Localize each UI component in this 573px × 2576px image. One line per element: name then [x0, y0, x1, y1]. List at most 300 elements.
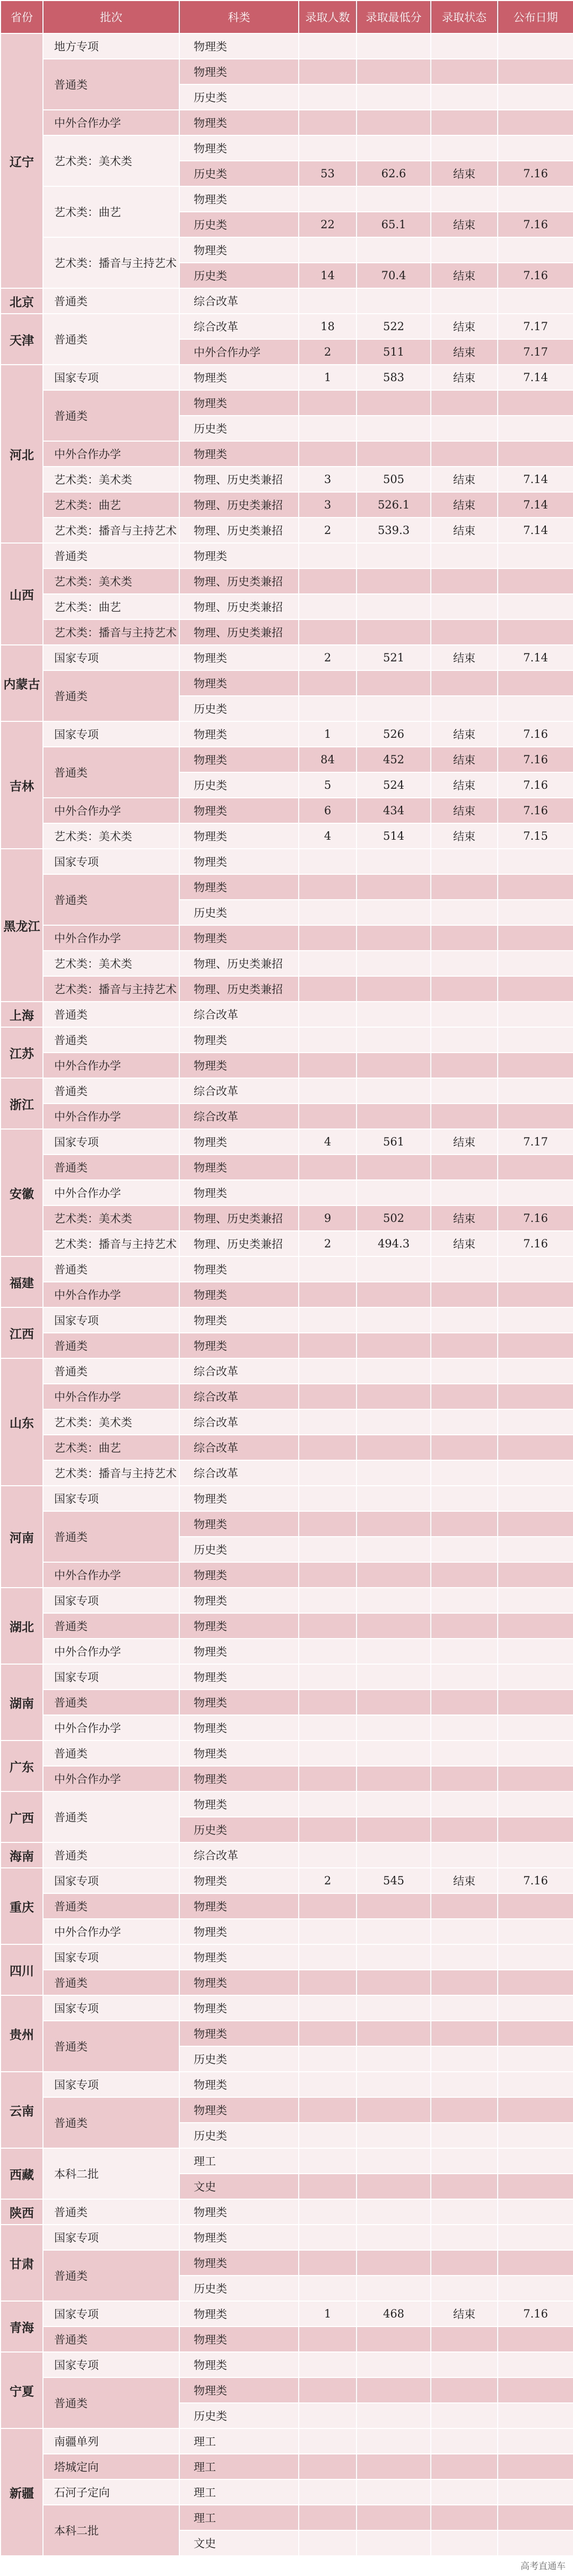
admitted-count-cell: [299, 976, 357, 1002]
category-cell: 历史类: [179, 2046, 299, 2072]
admitted-count-cell: [299, 1256, 357, 1282]
category-cell: 物理类: [179, 1129, 299, 1155]
min-score-cell: [357, 2479, 431, 2505]
province-cell: 海南: [1, 1842, 43, 1868]
category-cell: 历史类: [179, 900, 299, 925]
batch-cell: 艺术类：美术类: [43, 1205, 179, 1231]
min-score-cell: [357, 594, 431, 619]
status-cell: [431, 2174, 498, 2199]
min-score-cell: [357, 2199, 431, 2225]
admitted-count-cell: [299, 1460, 357, 1486]
min-score-cell: [357, 416, 431, 441]
province-cell: 广东: [1, 1741, 43, 1791]
batch-cell: 艺术类：曲艺: [43, 186, 179, 237]
batch-cell: 普通类: [43, 1893, 179, 1919]
min-score-cell: [357, 2377, 431, 2403]
table-row: [1, 1919, 573, 1944]
min-score-cell: [357, 1307, 431, 1333]
status-cell: 结束: [431, 263, 498, 288]
status-cell: [431, 1256, 498, 1282]
province-cell: 黑龙江: [1, 849, 43, 1002]
status-cell: [431, 1333, 498, 1358]
batch-cell: 艺术类：曲艺: [43, 492, 179, 518]
admitted-count-cell: 4: [299, 1129, 357, 1155]
publish-date-cell: [498, 2352, 573, 2377]
publish-date-cell: 7.16: [498, 721, 573, 747]
publish-date-cell: [498, 1562, 573, 1588]
min-score-cell: [357, 849, 431, 874]
category-cell: 物理类: [179, 823, 299, 849]
category-cell: 物理类: [179, 1639, 299, 1664]
category-cell: 历史类: [179, 416, 299, 441]
publish-date-cell: [498, 1791, 573, 1817]
batch-cell: 普通类: [43, 390, 179, 441]
admitted-count-cell: 1: [299, 2301, 357, 2327]
category-cell: 历史类: [179, 84, 299, 110]
min-score-cell: 65.1: [357, 212, 431, 237]
admitted-count-cell: [299, 110, 357, 135]
batch-cell: 艺术类：播音与主持艺术: [43, 1460, 179, 1486]
min-score-cell: [357, 1893, 431, 1919]
category-cell: 物理类: [179, 2352, 299, 2377]
batch-cell: 艺术类：播音与主持艺术: [43, 518, 179, 543]
category-cell: 综合改革: [179, 1002, 299, 1027]
min-score-cell: [357, 1842, 431, 1868]
batch-cell: 普通类: [43, 1741, 179, 1766]
table-row: [1, 2250, 573, 2276]
category-cell: 理工: [179, 2479, 299, 2505]
min-score-cell: [357, 1995, 431, 2021]
batch-cell: 普通类: [43, 59, 179, 110]
admitted-count-cell: [299, 1358, 357, 1384]
publish-date-cell: [498, 2046, 573, 2072]
category-cell: 物理类: [179, 1053, 299, 1078]
status-cell: 结束: [431, 645, 498, 670]
batch-cell: 中外合作办学: [43, 1384, 179, 1409]
publish-date-cell: [498, 1639, 573, 1664]
category-cell: 历史类: [179, 263, 299, 288]
admitted-count-cell: [299, 2225, 357, 2250]
min-score-cell: [357, 2072, 431, 2097]
publish-date-cell: [498, 1333, 573, 1358]
publish-date-cell: 7.16: [498, 747, 573, 772]
publish-date-cell: [498, 670, 573, 696]
status-cell: [431, 1537, 498, 1562]
admitted-count-cell: [299, 2072, 357, 2097]
admitted-count-cell: 1: [299, 721, 357, 747]
table-row: [1, 1639, 573, 1664]
publish-date-cell: [498, 900, 573, 925]
admitted-count-cell: [299, 33, 357, 59]
admitted-count-cell: 2: [299, 1231, 357, 1256]
table-row: [1, 1893, 573, 1919]
category-cell: 历史类: [179, 2123, 299, 2148]
publish-date-cell: [498, 2428, 573, 2454]
publish-date-cell: [498, 1180, 573, 1205]
min-score-cell: [357, 1766, 431, 1791]
status-cell: [431, 1613, 498, 1639]
min-score-cell: [357, 2530, 431, 2556]
category-cell: 物理类: [179, 1333, 299, 1358]
admitted-count-cell: 9: [299, 1205, 357, 1231]
admitted-count-cell: [299, 2479, 357, 2505]
publish-date-cell: [498, 619, 573, 645]
min-score-cell: [357, 1690, 431, 1715]
publish-date-cell: [498, 33, 573, 59]
publish-date-cell: [498, 976, 573, 1002]
table-row: [1, 1002, 573, 1027]
publish-date-cell: 7.16: [498, 212, 573, 237]
category-cell: 物理类: [179, 1027, 299, 1053]
table-row: [1, 2097, 573, 2123]
admitted-count-cell: [299, 543, 357, 568]
table-row: [1, 59, 573, 84]
min-score-cell: 434: [357, 798, 431, 823]
batch-cell: 普通类: [43, 2250, 179, 2301]
province-cell: 河北: [1, 365, 43, 543]
category-cell: 物理类: [179, 186, 299, 212]
admitted-count-cell: [299, 2327, 357, 2352]
category-cell: 物理、历史类兼招: [179, 467, 299, 492]
table-row: [1, 925, 573, 951]
admitted-count-cell: [299, 1741, 357, 1766]
table-row: [1, 2327, 573, 2352]
table-row: [1, 1282, 573, 1307]
category-cell: 物理类: [179, 747, 299, 772]
batch-cell: 中外合作办学: [43, 110, 179, 135]
min-score-cell: [357, 2403, 431, 2428]
min-score-cell: 468: [357, 2301, 431, 2327]
status-cell: [431, 1180, 498, 1205]
admitted-count-cell: [299, 1155, 357, 1180]
publish-date-cell: 7.17: [498, 314, 573, 339]
status-cell: [431, 1919, 498, 1944]
publish-date-cell: [498, 1995, 573, 2021]
category-cell: 物理类: [179, 1868, 299, 1893]
category-cell: 物理类: [179, 33, 299, 59]
publish-date-cell: [498, 1002, 573, 1027]
category-cell: 历史类: [179, 2403, 299, 2428]
batch-cell: 中外合作办学: [43, 1180, 179, 1205]
batch-cell: 中外合作办学: [43, 798, 179, 823]
category-cell: 历史类: [179, 696, 299, 721]
publish-date-cell: [498, 2021, 573, 2046]
category-cell: 物理类: [179, 1307, 299, 1333]
status-cell: 结束: [431, 823, 498, 849]
admitted-count-cell: [299, 2352, 357, 2377]
province-cell: 上海: [1, 1002, 43, 1027]
category-cell: 历史类: [179, 212, 299, 237]
min-score-cell: [357, 925, 431, 951]
status-cell: [431, 2250, 498, 2276]
publish-date-cell: [498, 288, 573, 314]
category-cell: 物理、历史类兼招: [179, 619, 299, 645]
min-score-cell: [357, 2148, 431, 2174]
status-cell: [431, 288, 498, 314]
table-row: [1, 1409, 573, 1435]
admitted-count-cell: 4: [299, 823, 357, 849]
province-cell: 陕西: [1, 2199, 43, 2225]
min-score-cell: 561: [357, 1129, 431, 1155]
publish-date-cell: [498, 925, 573, 951]
admitted-count-cell: 1: [299, 365, 357, 390]
publish-date-cell: [498, 849, 573, 874]
table-row: [1, 721, 573, 747]
min-score-cell: [357, 390, 431, 416]
min-score-cell: [357, 2250, 431, 2276]
min-score-cell: [357, 2276, 431, 2301]
admitted-count-cell: [299, 1053, 357, 1078]
batch-cell: 普通类: [43, 1333, 179, 1358]
publish-date-cell: 7.16: [498, 2301, 573, 2327]
min-score-cell: [357, 1078, 431, 1104]
admitted-count-cell: [299, 1791, 357, 1817]
min-score-cell: 514: [357, 823, 431, 849]
batch-cell: 普通类: [43, 2097, 179, 2148]
category-cell: 物理类: [179, 721, 299, 747]
table-row: [1, 2377, 573, 2403]
category-cell: 物理类: [179, 1155, 299, 1180]
table-row: [1, 33, 573, 59]
table-row: [1, 1358, 573, 1384]
batch-cell: 艺术类：曲艺: [43, 594, 179, 619]
status-cell: [431, 2123, 498, 2148]
batch-cell: 中外合作办学: [43, 1639, 179, 1664]
publish-date-cell: [498, 1486, 573, 1511]
publish-date-cell: 7.16: [498, 1205, 573, 1231]
batch-cell: 普通类: [43, 747, 179, 798]
min-score-cell: [357, 110, 431, 135]
category-cell: 物理类: [179, 1995, 299, 2021]
table-row: [1, 467, 573, 492]
category-cell: 物理类: [179, 1715, 299, 1741]
table-row: [1, 543, 573, 568]
batch-cell: 普通类: [43, 314, 179, 365]
status-cell: [431, 1435, 498, 1460]
batch-cell: 国家专项: [43, 365, 179, 390]
publish-date-cell: [498, 1282, 573, 1307]
category-cell: 综合改革: [179, 1384, 299, 1409]
status-cell: [431, 2403, 498, 2428]
table-row: [1, 2225, 573, 2250]
status-cell: [431, 1741, 498, 1766]
category-cell: 综合改革: [179, 288, 299, 314]
min-score-cell: [357, 1664, 431, 1690]
min-score-cell: [357, 1155, 431, 1180]
status-cell: 结束: [431, 339, 498, 365]
publish-date-cell: [498, 1741, 573, 1766]
publish-date-cell: [498, 2505, 573, 2530]
publish-date-cell: [498, 1409, 573, 1435]
table-row: [1, 2505, 573, 2530]
publish-date-cell: 7.14: [498, 492, 573, 518]
category-cell: 物理类: [179, 1486, 299, 1511]
category-cell: 物理类: [179, 1766, 299, 1791]
admitted-count-cell: [299, 2428, 357, 2454]
min-score-cell: [357, 237, 431, 263]
min-score-cell: [357, 2046, 431, 2072]
admitted-count-cell: [299, 1562, 357, 1588]
category-cell: 物理、历史类兼招: [179, 976, 299, 1002]
category-cell: 历史类: [179, 2276, 299, 2301]
table-row: [1, 1741, 573, 1766]
batch-cell: 国家专项: [43, 1486, 179, 1511]
min-score-cell: [357, 1791, 431, 1817]
admitted-count-cell: [299, 1511, 357, 1537]
publish-date-cell: [498, 951, 573, 976]
min-score-cell: [357, 2021, 431, 2046]
admitted-count-cell: [299, 237, 357, 263]
table-row: [1, 1435, 573, 1460]
publish-date-cell: [498, 1307, 573, 1333]
batch-cell: 中外合作办学: [43, 1053, 179, 1078]
admitted-count-cell: 6: [299, 798, 357, 823]
admitted-count-cell: [299, 1078, 357, 1104]
batch-cell: 艺术类：播音与主持艺术: [43, 976, 179, 1002]
table-row: [1, 1791, 573, 1817]
min-score-cell: [357, 543, 431, 568]
category-cell: 物理类: [179, 2225, 299, 2250]
publish-date-cell: [498, 1384, 573, 1409]
category-cell: 物理、历史类兼招: [179, 1205, 299, 1231]
category-cell: 物理类: [179, 2021, 299, 2046]
province-cell: 四川: [1, 1944, 43, 1995]
table-row: [1, 1511, 573, 1537]
admitted-count-cell: [299, 1333, 357, 1358]
table-row: [1, 492, 573, 518]
table-row: [1, 2199, 573, 2225]
table-row: [1, 568, 573, 594]
publish-date-cell: [498, 1664, 573, 1690]
publish-date-cell: [498, 1893, 573, 1919]
publish-date-cell: [498, 2225, 573, 2250]
admitted-count-cell: [299, 1893, 357, 1919]
min-score-cell: [357, 696, 431, 721]
status-cell: [431, 1970, 498, 1995]
table-row: [1, 1027, 573, 1053]
status-cell: [431, 1944, 498, 1970]
admitted-count-cell: [299, 2097, 357, 2123]
category-cell: 物理、历史类兼招: [179, 1231, 299, 1256]
category-cell: 历史类: [179, 772, 299, 798]
min-score-cell: 502: [357, 1205, 431, 1231]
status-cell: [431, 135, 498, 161]
publish-date-cell: 7.16: [498, 798, 573, 823]
publish-date-cell: [498, 59, 573, 84]
publish-date-cell: 7.16: [498, 772, 573, 798]
admitted-count-cell: [299, 696, 357, 721]
status-cell: [431, 543, 498, 568]
publish-date-cell: [498, 2327, 573, 2352]
table-row: [1, 110, 573, 135]
admitted-count-cell: [299, 2199, 357, 2225]
min-score-cell: [357, 1358, 431, 1384]
publish-date-cell: [498, 2276, 573, 2301]
status-cell: [431, 696, 498, 721]
admitted-count-cell: [299, 1613, 357, 1639]
batch-cell: 艺术类：播音与主持艺术: [43, 237, 179, 288]
table-row: [1, 1078, 573, 1104]
status-cell: 结束: [431, 747, 498, 772]
province-cell: 安徽: [1, 1129, 43, 1256]
category-cell: 物理类: [179, 1944, 299, 1970]
min-score-cell: [357, 874, 431, 900]
status-cell: [431, 568, 498, 594]
status-cell: 结束: [431, 1129, 498, 1155]
table-row: [1, 1588, 573, 1613]
status-cell: 结束: [431, 2301, 498, 2327]
publish-date-cell: [498, 1511, 573, 1537]
publish-date-cell: [498, 2403, 573, 2428]
table-row: [1, 186, 573, 212]
batch-cell: 普通类: [43, 2021, 179, 2072]
province-cell: 内蒙古: [1, 645, 43, 721]
province-cell: 江西: [1, 1307, 43, 1358]
batch-cell: 艺术类：美术类: [43, 1409, 179, 1435]
category-cell: 物理类: [179, 2327, 299, 2352]
publish-date-cell: [498, 1766, 573, 1791]
admitted-count-cell: [299, 2403, 357, 2428]
admitted-count-cell: [299, 1817, 357, 1842]
status-cell: [431, 2072, 498, 2097]
table-row: [1, 390, 573, 416]
batch-cell: 普通类: [43, 1078, 179, 1104]
admitted-count-cell: [299, 1002, 357, 1027]
min-score-cell: [357, 2454, 431, 2479]
min-score-cell: [357, 670, 431, 696]
batch-cell: 普通类: [43, 1613, 179, 1639]
category-cell: 综合改革: [179, 1435, 299, 1460]
status-cell: [431, 1002, 498, 1027]
table-row: [1, 2301, 573, 2327]
province-cell: 辽宁: [1, 33, 43, 288]
category-cell: 理工: [179, 2428, 299, 2454]
admitted-count-cell: [299, 1027, 357, 1053]
category-cell: 物理类: [179, 2072, 299, 2097]
publish-date-cell: [498, 1842, 573, 1868]
status-cell: [431, 2276, 498, 2301]
min-score-cell: [357, 1435, 431, 1460]
batch-cell: 普通类: [43, 2199, 179, 2225]
batch-cell: 普通类: [43, 1511, 179, 1562]
category-cell: 物理类: [179, 1970, 299, 1995]
min-score-cell: [357, 1919, 431, 1944]
publish-date-cell: 7.14: [498, 365, 573, 390]
category-cell: 物理类: [179, 1282, 299, 1307]
table-row: [1, 1256, 573, 1282]
min-score-cell: 452: [357, 747, 431, 772]
admitted-count-cell: [299, 1588, 357, 1613]
status-cell: [431, 1562, 498, 1588]
publish-date-cell: [498, 2123, 573, 2148]
province-cell: 浙江: [1, 1078, 43, 1129]
publish-date-cell: [498, 186, 573, 212]
table-row: [1, 951, 573, 976]
batch-cell: 本科二批: [43, 2148, 179, 2199]
batch-cell: 普通类: [43, 1358, 179, 1384]
table-row: [1, 2352, 573, 2377]
table-row: [1, 849, 573, 874]
batch-cell: 普通类: [43, 1027, 179, 1053]
batch-cell: 普通类: [43, 874, 179, 925]
province-cell: 甘肃: [1, 2225, 43, 2301]
category-cell: 物理类: [179, 135, 299, 161]
publish-date-cell: [498, 2072, 573, 2097]
category-cell: 文史: [179, 2174, 299, 2199]
min-score-cell: [357, 2174, 431, 2199]
batch-cell: 中外合作办学: [43, 1104, 179, 1129]
publish-date-cell: 7.15: [498, 823, 573, 849]
